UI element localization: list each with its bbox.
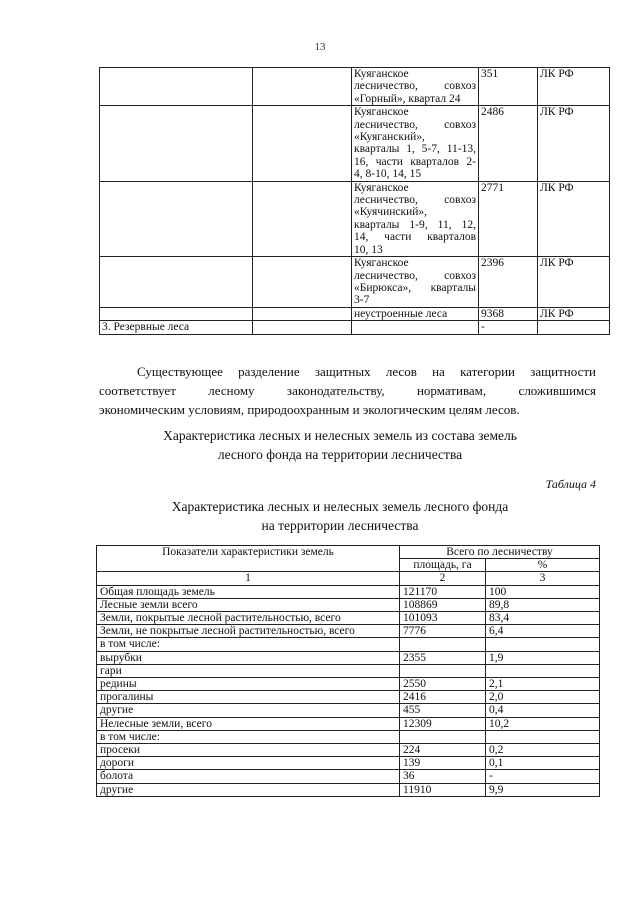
percent-value-cell: -	[486, 770, 600, 783]
paragraph-line-1: Существующее разделение защитных лесов на категории защитности	[137, 364, 596, 379]
indicator-cell: другие	[97, 704, 400, 717]
table-row	[97, 625, 600, 638]
header-percent: %	[486, 559, 600, 572]
protective-forests-table	[99, 67, 610, 335]
area-value-cell: 12309	[400, 717, 486, 730]
subcategory-cell	[253, 181, 352, 256]
document-cell: ЛК РФ	[538, 307, 610, 320]
table-row	[97, 691, 600, 704]
percent-value-cell	[486, 638, 600, 651]
indicator-cell: Лесные земли всего	[97, 598, 400, 611]
percent-value-cell	[486, 730, 600, 743]
page-number: 13	[314, 41, 326, 53]
percent-value-cell: 2,0	[486, 691, 600, 704]
area-cell: 2486	[479, 106, 538, 181]
indicator-cell: Общая площадь земель	[97, 585, 400, 598]
location-line: Куяганское	[354, 257, 409, 270]
document-cell: ЛК РФ	[538, 257, 610, 308]
area-value-cell: 224	[400, 744, 486, 757]
area-value-cell: 2550	[400, 678, 486, 691]
table-row	[97, 612, 600, 625]
percent-value-cell: 6,4	[486, 625, 600, 638]
area-value-cell: 11910	[400, 783, 486, 796]
category-cell	[100, 307, 253, 320]
area-value-cell	[400, 730, 486, 743]
indicator-cell: Земли, не покрытые лесной растительностью, всего	[97, 625, 400, 638]
table-row	[100, 257, 610, 308]
indicator-cell: гари	[97, 664, 400, 677]
header-col-1: 1	[97, 572, 400, 585]
area-value-cell: 101093	[400, 612, 486, 625]
location-cell	[352, 321, 479, 334]
location-line: «Куячинский»,	[354, 206, 428, 219]
percent-value-cell: 2,1	[486, 678, 600, 691]
location-line: кварталы 1-9, 11, 12,	[354, 218, 476, 231]
subcategory-cell	[253, 257, 352, 308]
category-cell	[100, 181, 253, 256]
indicator-cell: просеки	[97, 744, 400, 757]
document-cell: ЛК РФ	[538, 68, 610, 106]
category-cell	[100, 257, 253, 308]
area-value-cell: 2355	[400, 651, 486, 664]
location-cell	[352, 181, 479, 256]
location-line: лесничество, совхоз	[354, 80, 476, 93]
category-cell	[100, 68, 253, 106]
subcategory-cell	[253, 321, 352, 334]
table-row	[97, 678, 600, 691]
location-line: 10, 13	[354, 243, 383, 256]
table-row	[100, 68, 610, 106]
table-row	[97, 730, 600, 743]
category-cell: 3. Резервные леса	[100, 321, 253, 334]
table-row	[97, 585, 600, 598]
location-cell	[352, 257, 479, 308]
area-value-cell	[400, 664, 486, 677]
document-cell: ЛК РФ	[538, 181, 610, 256]
location-line: 3-7	[354, 294, 370, 307]
area-cell: 9368	[479, 307, 538, 320]
table-row	[97, 664, 600, 677]
location-line: Куяганское	[354, 68, 409, 80]
area-value-cell: 36	[400, 770, 486, 783]
location-line: неустроенные леса	[354, 307, 448, 320]
location-cell	[352, 106, 479, 181]
indicator-cell: в том числе:	[97, 638, 400, 651]
header-col-2: 2	[400, 572, 486, 585]
percent-value-cell: 0,2	[486, 744, 600, 757]
document-cell	[538, 321, 610, 334]
indicator-cell: дороги	[97, 757, 400, 770]
table-row	[97, 717, 600, 730]
area-cell: 2771	[479, 181, 538, 256]
table-row	[97, 704, 600, 717]
header-indicator: Показатели характеристики земель	[97, 546, 400, 572]
area-cell: 2396	[479, 257, 538, 308]
subcategory-cell	[253, 68, 352, 106]
header-col-3: 3	[486, 572, 600, 585]
location-line: 14, части кварталов	[354, 231, 476, 244]
location-line: лесничество, совхоз	[354, 194, 476, 207]
table-title	[60, 497, 620, 535]
indicator-cell: другие	[97, 783, 400, 796]
indicator-cell: прогалины	[97, 691, 400, 704]
area-value-cell: 455	[400, 704, 486, 717]
indicator-cell: Земли, покрытые лесной растительностью, всего	[97, 612, 400, 625]
area-value-cell: 121170	[400, 585, 486, 598]
table-row	[100, 307, 610, 320]
table-row	[97, 770, 600, 783]
location-line: «Горный», квартал 24	[354, 92, 461, 105]
document-cell: ЛК РФ	[538, 106, 610, 181]
location-line: Куяганское	[354, 181, 409, 194]
location-line: «Бирюкса», кварталы	[354, 281, 476, 294]
location-line: 16, части кварталов 2-	[354, 155, 476, 168]
location-line: «Куяганский»,	[354, 131, 425, 144]
indicator-cell: вырубки	[97, 651, 400, 664]
indicator-cell: болота	[97, 770, 400, 783]
percent-value-cell: 1,9	[486, 651, 600, 664]
location-cell	[352, 68, 479, 106]
section-heading	[60, 426, 620, 464]
table-row	[97, 757, 600, 770]
table-row	[97, 783, 600, 796]
percent-value-cell: 0,4	[486, 704, 600, 717]
percent-value-cell: 100	[486, 585, 600, 598]
paragraph-line-3: экономическим условиям, природоохранным и экологическим целям лесов.	[99, 402, 520, 417]
section-heading-line-2: лесного фонда на территории лесничества	[217, 447, 463, 462]
percent-value-cell	[486, 664, 600, 677]
table-title-line-2: на территории лесничества	[261, 518, 419, 533]
location-line: лесничество, совхоз	[354, 118, 476, 131]
location-cell	[352, 307, 479, 320]
indicator-cell: в том числе:	[97, 730, 400, 743]
table-row	[100, 181, 610, 256]
area-value-cell: 7776	[400, 625, 486, 638]
land-characteristics-table	[96, 545, 600, 797]
percent-value-cell: 9,9	[486, 783, 600, 796]
subcategory-cell	[253, 307, 352, 320]
subcategory-cell	[253, 106, 352, 181]
percent-value-cell: 89,8	[486, 598, 600, 611]
table-row	[97, 744, 600, 757]
table-label: Таблица 4	[545, 477, 596, 491]
location-line: лесничество, совхоз	[354, 269, 476, 282]
header-total: Всего по лесничеству	[400, 546, 600, 559]
percent-value-cell: 10,2	[486, 717, 600, 730]
area-cell: 351	[479, 68, 538, 106]
table-row	[97, 638, 600, 651]
table-title-line-1: Характеристика лесных и нелесных земель лесного фонда	[171, 499, 509, 514]
body-paragraph	[99, 362, 596, 419]
area-value-cell	[400, 638, 486, 651]
percent-value-cell: 83,4	[486, 612, 600, 625]
area-cell: -	[479, 321, 538, 334]
category-cell	[100, 106, 253, 181]
table-row	[100, 321, 610, 334]
table-row	[100, 106, 610, 181]
location-line: кварталы 1, 5-7, 11-13,	[354, 143, 476, 156]
percent-value-cell: 0,1	[486, 757, 600, 770]
table-row	[97, 651, 600, 664]
location-line: Куяганское	[354, 106, 409, 119]
area-value-cell: 2416	[400, 691, 486, 704]
section-heading-line-1: Характеристика лесных и нелесных земель из состава земель	[163, 428, 517, 443]
header-area: площадь, га	[400, 559, 486, 572]
paragraph-line-2: соответствует лесному законодательству, нормативам, сложившимся	[99, 383, 596, 398]
table-row	[97, 598, 600, 611]
indicator-cell: Нелесные земли, всего	[97, 717, 400, 730]
area-value-cell: 139	[400, 757, 486, 770]
area-value-cell: 108869	[400, 598, 486, 611]
indicator-cell: редины	[97, 678, 400, 691]
location-line: 4, 8-10, 14, 15	[354, 168, 422, 181]
